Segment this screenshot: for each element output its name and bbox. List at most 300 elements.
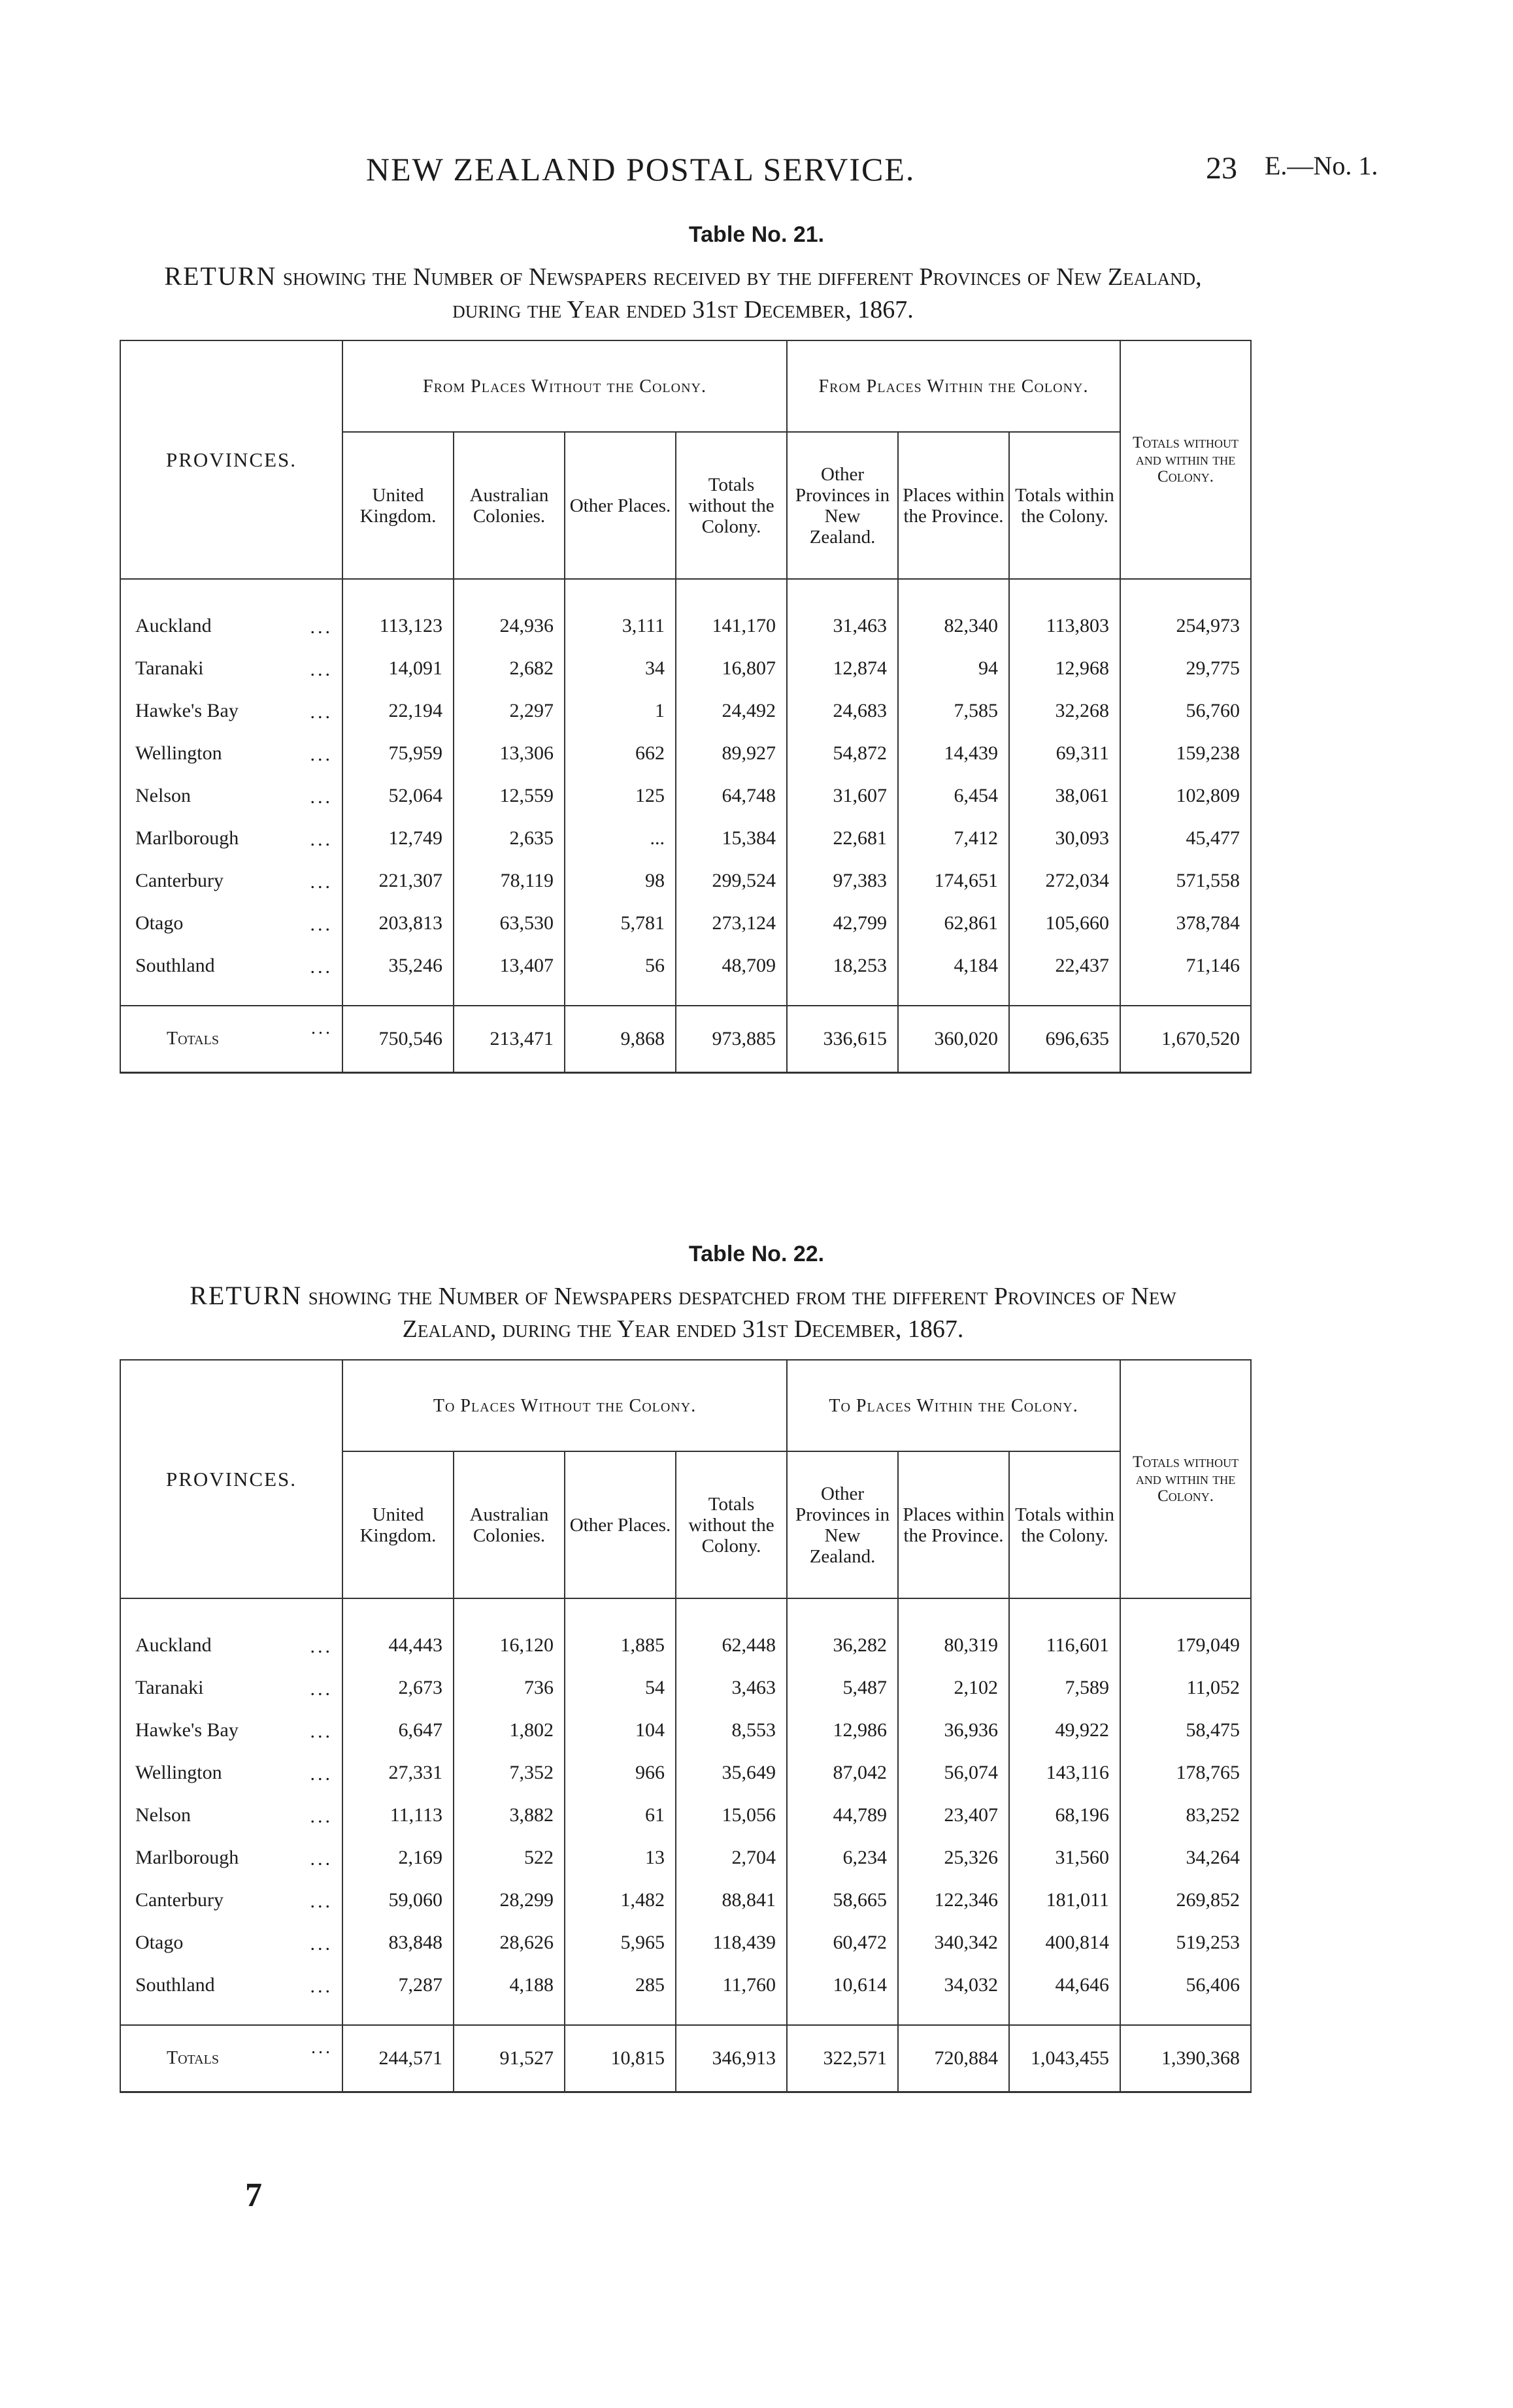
value-cell: 2,673 — [342, 1666, 454, 1709]
table-row — [120, 817, 1251, 859]
total-value-cell: 346,913 — [676, 2025, 787, 2092]
value-cell: 35,246 — [342, 944, 454, 987]
table-row — [120, 1964, 1251, 2006]
province-cell — [120, 774, 342, 817]
value-cell: 42,799 — [787, 902, 898, 944]
value-cell: 299,524 — [676, 859, 787, 902]
value-cell: 13,407 — [454, 944, 565, 987]
value-cell: 56,074 — [898, 1751, 1009, 1794]
province-name: Wellington — [135, 1761, 222, 1783]
value-cell: 8,553 — [676, 1709, 787, 1751]
value-cell: 36,282 — [787, 1624, 898, 1666]
grand-totals-header: Totals without and within the Colony. — [1120, 1360, 1251, 1598]
table-row — [120, 1879, 1251, 1921]
province-cell — [120, 1751, 342, 1794]
folio-mark: 7 — [245, 2177, 262, 2214]
page-header — [0, 150, 1513, 196]
value-cell: 61 — [565, 1794, 676, 1836]
leader-dots: ... — [310, 1933, 333, 1954]
value-cell: 273,124 — [676, 902, 787, 944]
value-cell: 285 — [565, 1964, 676, 2006]
table-row — [120, 689, 1251, 732]
value-cell: 125 — [565, 774, 676, 817]
value-cell: 5,781 — [565, 902, 676, 944]
group-header-without: From Places Without the Colony. — [342, 340, 787, 432]
leader-dots: ... — [310, 829, 333, 850]
table-row — [120, 1709, 1251, 1751]
spacer-cell — [120, 2006, 342, 2025]
column-header: Other Provinces in New Zealand. — [787, 432, 898, 579]
value-cell: 28,299 — [454, 1879, 565, 1921]
group-header-within: From Places Within the Colony. — [787, 340, 1120, 432]
province-cell — [120, 689, 342, 732]
value-cell: 6,234 — [787, 1836, 898, 1879]
value-cell: 7,287 — [342, 1964, 454, 2006]
value-cell: 63,530 — [454, 902, 565, 944]
caption-lead: RETURN — [190, 1281, 303, 1310]
value-cell: 11,113 — [342, 1794, 454, 1836]
value-cell: 59,060 — [342, 1879, 454, 1921]
province-cell — [120, 1624, 342, 1666]
province-cell — [120, 1794, 342, 1836]
value-cell: 34,264 — [1120, 1836, 1251, 1879]
leader-dots: ... — [310, 659, 333, 680]
value-cell: 12,559 — [454, 774, 565, 817]
value-cell: 89,927 — [676, 732, 787, 774]
leader-dots: ... — [310, 1763, 333, 1785]
table-row — [120, 732, 1251, 774]
leader-dots: ... — [310, 616, 333, 638]
province-name: Hawke's Bay — [135, 699, 239, 721]
total-value-cell: 213,471 — [454, 1006, 565, 1073]
value-cell: ... — [565, 817, 676, 859]
table-row — [120, 944, 1251, 987]
total-value-cell: 1,390,368 — [1120, 2025, 1251, 2092]
leader-dots: ... — [310, 1848, 333, 1870]
spacer-cell — [1009, 579, 1120, 604]
spacer-cell — [676, 1598, 787, 1624]
spacer-cell — [120, 579, 342, 604]
spacer-row — [120, 579, 1251, 604]
total-value-cell: 750,546 — [342, 1006, 454, 1073]
value-cell: 522 — [454, 1836, 565, 1879]
value-cell: 49,922 — [1009, 1709, 1120, 1751]
province-name: Nelson — [135, 1804, 191, 1826]
value-cell: 83,252 — [1120, 1794, 1251, 1836]
table-body — [120, 579, 1251, 1073]
column-header: Other Places. — [565, 1451, 676, 1598]
value-cell: 2,635 — [454, 817, 565, 859]
leader-dots: ... — [310, 1636, 333, 1657]
table-row — [120, 647, 1251, 689]
total-value-cell: 1,670,520 — [1120, 1006, 1251, 1073]
value-cell: 82,340 — [898, 604, 1009, 647]
value-cell: 5,487 — [787, 1666, 898, 1709]
value-cell: 5,965 — [565, 1921, 676, 1964]
value-cell: 38,061 — [1009, 774, 1120, 817]
value-cell: 58,665 — [787, 1879, 898, 1921]
value-cell: 105,660 — [1009, 902, 1120, 944]
value-cell: 44,789 — [787, 1794, 898, 1836]
spacer-cell — [676, 2006, 787, 2025]
totals-label: Totals — [167, 2048, 219, 2068]
total-value-cell: 9,868 — [565, 1006, 676, 1073]
value-cell: 23,407 — [898, 1794, 1009, 1836]
spacer-cell — [1120, 579, 1251, 604]
value-cell: 52,064 — [342, 774, 454, 817]
province-cell — [120, 732, 342, 774]
total-value-cell: 696,635 — [1009, 1006, 1120, 1073]
value-cell: 31,560 — [1009, 1836, 1120, 1879]
column-header: Other Provinces in New Zealand. — [787, 1451, 898, 1598]
leader-dots: ... — [310, 744, 333, 765]
value-cell: 98 — [565, 859, 676, 902]
totals-label: Totals — [167, 1029, 219, 1049]
value-cell: 221,307 — [342, 859, 454, 902]
table-row — [120, 1836, 1251, 1879]
value-cell: 3,882 — [454, 1794, 565, 1836]
value-cell: 97,383 — [787, 859, 898, 902]
value-cell: 18,253 — [787, 944, 898, 987]
provinces-header: PROVINCES. — [120, 1360, 342, 1598]
value-cell: 181,011 — [1009, 1879, 1120, 1921]
province-cell — [120, 1836, 342, 1879]
value-cell: 4,188 — [454, 1964, 565, 2006]
spacer-cell — [342, 987, 454, 1006]
spacer-cell — [1120, 2006, 1251, 2025]
value-cell: 25,326 — [898, 1836, 1009, 1879]
value-cell: 24,492 — [676, 689, 787, 732]
table-row — [120, 1624, 1251, 1666]
value-cell: 31,463 — [787, 604, 898, 647]
spacer-cell — [898, 2006, 1009, 2025]
province-name: Canterbury — [135, 869, 224, 891]
province-cell — [120, 859, 342, 902]
value-cell: 45,477 — [1120, 817, 1251, 859]
value-cell: 7,412 — [898, 817, 1009, 859]
totals-label-cell — [120, 2025, 342, 2092]
value-cell: 10,614 — [787, 1964, 898, 2006]
value-cell: 966 — [565, 1751, 676, 1794]
value-cell: 80,319 — [898, 1624, 1009, 1666]
value-cell: 48,709 — [676, 944, 787, 987]
group-header-without: To Places Without the Colony. — [342, 1360, 787, 1451]
value-cell: 11,052 — [1120, 1666, 1251, 1709]
value-cell: 104 — [565, 1709, 676, 1751]
running-title: NEW ZEALAND POSTAL SERVICE. — [366, 151, 916, 188]
value-cell: 44,443 — [342, 1624, 454, 1666]
totals-row — [120, 2025, 1251, 2092]
value-cell: 64,748 — [676, 774, 787, 817]
grand-totals-header: Totals without and within the Colony. — [1120, 340, 1251, 579]
value-cell: 35,649 — [676, 1751, 787, 1794]
value-cell: 113,803 — [1009, 604, 1120, 647]
value-cell: 1,885 — [565, 1624, 676, 1666]
value-cell: 27,331 — [342, 1751, 454, 1794]
value-cell: 36,936 — [898, 1709, 1009, 1751]
value-cell: 28,626 — [454, 1921, 565, 1964]
column-header: Australian Colonies. — [454, 1451, 565, 1598]
table-row — [120, 1751, 1251, 1794]
table-body — [120, 1598, 1251, 2092]
group-header-within: To Places Within the Colony. — [787, 1360, 1120, 1451]
spacer-cell — [342, 1598, 454, 1624]
spacer-row — [120, 2006, 1251, 2025]
total-value-cell: 244,571 — [342, 2025, 454, 2092]
value-cell: 2,297 — [454, 689, 565, 732]
value-cell: 118,439 — [676, 1921, 787, 1964]
spacer-cell — [565, 579, 676, 604]
value-cell: 1 — [565, 689, 676, 732]
spacer-cell — [1009, 2006, 1120, 2025]
leader-dots: ... — [310, 956, 333, 978]
value-cell: 54,872 — [787, 732, 898, 774]
spacer-cell — [787, 1598, 898, 1624]
spacer-cell — [1120, 987, 1251, 1006]
leader-dots: ... — [310, 1678, 333, 1700]
value-cell: 22,681 — [787, 817, 898, 859]
province-cell — [120, 1709, 342, 1751]
total-value-cell: 1,043,455 — [1009, 2025, 1120, 2092]
province-cell — [120, 647, 342, 689]
value-cell: 87,042 — [787, 1751, 898, 1794]
total-value-cell: 322,571 — [787, 2025, 898, 2092]
spacer-cell — [565, 1598, 676, 1624]
province-cell — [120, 1964, 342, 2006]
leader-dots: ... — [310, 1806, 333, 1827]
total-value-cell: 336,615 — [787, 1006, 898, 1073]
total-value-cell: 720,884 — [898, 2025, 1009, 2092]
province-name: Marlborough — [135, 1846, 239, 1868]
table-row — [120, 902, 1251, 944]
value-cell: 116,601 — [1009, 1624, 1120, 1666]
province-name: Otago — [135, 912, 184, 934]
province-name: Southland — [135, 1973, 215, 1996]
leader-dots: ... — [310, 1721, 333, 1742]
column-header: United Kingdom. — [342, 1451, 454, 1598]
spacer-cell — [787, 987, 898, 1006]
spacer-cell — [342, 579, 454, 604]
value-cell: 122,346 — [898, 1879, 1009, 1921]
spacer-cell — [1009, 1598, 1120, 1624]
spacer-cell — [565, 987, 676, 1006]
table-row — [120, 1794, 1251, 1836]
table-row — [120, 1666, 1251, 1709]
spacer-cell — [120, 1598, 342, 1624]
province-name: Auckland — [135, 614, 212, 636]
value-cell: 13 — [565, 1836, 676, 1879]
table-row — [120, 1921, 1251, 1964]
value-cell: 62,861 — [898, 902, 1009, 944]
leader-dots: ... — [310, 701, 333, 723]
value-cell: 31,607 — [787, 774, 898, 817]
province-name: Hawke's Bay — [135, 1719, 239, 1741]
leader-dots: ... — [311, 2037, 333, 2058]
value-cell: 83,848 — [342, 1921, 454, 1964]
value-cell: 94 — [898, 647, 1009, 689]
value-cell: 102,809 — [1120, 774, 1251, 817]
value-cell: 6,647 — [342, 1709, 454, 1751]
value-cell: 22,194 — [342, 689, 454, 732]
total-value-cell: 973,885 — [676, 1006, 787, 1073]
value-cell: 143,116 — [1009, 1751, 1120, 1794]
value-cell: 378,784 — [1120, 902, 1251, 944]
spacer-cell — [676, 987, 787, 1006]
value-cell: 58,475 — [1120, 1709, 1251, 1751]
value-cell: 12,986 — [787, 1709, 898, 1751]
spacer-cell — [565, 2006, 676, 2025]
value-cell: 60,472 — [787, 1921, 898, 1964]
column-header: United Kingdom. — [342, 432, 454, 579]
province-cell — [120, 902, 342, 944]
province-cell — [120, 817, 342, 859]
leader-dots: ... — [310, 1890, 333, 1912]
province-name: Nelson — [135, 784, 191, 806]
value-cell: 15,056 — [676, 1794, 787, 1836]
value-cell: 34,032 — [898, 1964, 1009, 2006]
value-cell: 15,384 — [676, 817, 787, 859]
value-cell: 519,253 — [1120, 1921, 1251, 1964]
value-cell: 62,448 — [676, 1624, 787, 1666]
value-cell: 178,765 — [1120, 1751, 1251, 1794]
value-cell: 88,841 — [676, 1879, 787, 1921]
value-cell: 71,146 — [1120, 944, 1251, 987]
value-cell: 2,682 — [454, 647, 565, 689]
province-cell — [120, 1921, 342, 1964]
caption-text: showing the Number of Newspapers received by the different Provinces of New Zealand, during the Year ended 31st December, 1867. — [282, 263, 1202, 323]
spacer-cell — [454, 1598, 565, 1624]
value-cell: 75,959 — [342, 732, 454, 774]
total-value-cell: 360,020 — [898, 1006, 1009, 1073]
column-header: Totals without the Colony. — [676, 1451, 787, 1598]
value-cell: 7,585 — [898, 689, 1009, 732]
value-cell: 2,102 — [898, 1666, 1009, 1709]
value-cell: 29,775 — [1120, 647, 1251, 689]
value-cell: 34 — [565, 647, 676, 689]
value-cell: 32,268 — [1009, 689, 1120, 732]
spacer-cell — [898, 579, 1009, 604]
provinces-header: PROVINCES. — [120, 340, 342, 579]
province-cell — [120, 1666, 342, 1709]
value-cell: 44,646 — [1009, 1964, 1120, 2006]
value-cell: 24,683 — [787, 689, 898, 732]
province-cell — [120, 944, 342, 987]
leader-dots: ... — [310, 914, 333, 935]
value-cell: 4,184 — [898, 944, 1009, 987]
value-cell: 203,813 — [342, 902, 454, 944]
value-cell: 12,749 — [342, 817, 454, 859]
total-value-cell: 10,815 — [565, 2025, 676, 2092]
value-cell: 113,123 — [342, 604, 454, 647]
value-cell: 1,482 — [565, 1879, 676, 1921]
value-cell: 3,463 — [676, 1666, 787, 1709]
value-cell: 16,120 — [454, 1624, 565, 1666]
spacer-cell — [787, 579, 898, 604]
caption-text: showing the Number of Newspapers despatched from the different Provinces of New Zealand, during the Year ended 31st December, 1867. — [308, 1283, 1176, 1343]
value-cell: 269,852 — [1120, 1879, 1251, 1921]
page-number: 23 — [1206, 151, 1237, 186]
value-cell: 56 — [565, 944, 676, 987]
leader-dots: ... — [310, 871, 333, 893]
value-cell: 1,802 — [454, 1709, 565, 1751]
value-cell: 14,091 — [342, 647, 454, 689]
province-name: Taranaki — [135, 1676, 204, 1698]
spacer-cell — [1009, 987, 1120, 1006]
leader-dots: ... — [310, 1975, 333, 1997]
leader-dots: ... — [310, 786, 333, 808]
value-cell: 6,454 — [898, 774, 1009, 817]
column-header: Australian Colonies. — [454, 432, 565, 579]
province-name: Otago — [135, 1931, 184, 1953]
newspapers-despatched-table — [120, 1359, 1252, 2093]
value-cell: 68,196 — [1009, 1794, 1120, 1836]
value-cell: 7,352 — [454, 1751, 565, 1794]
value-cell: 30,093 — [1009, 817, 1120, 859]
province-cell — [120, 604, 342, 647]
province-name: Auckland — [135, 1634, 212, 1656]
value-cell: 400,814 — [1009, 1921, 1120, 1964]
spacer-cell — [342, 2006, 454, 2025]
column-header: Other Places. — [565, 432, 676, 579]
value-cell: 141,170 — [676, 604, 787, 647]
value-cell: 24,936 — [454, 604, 565, 647]
province-name: Canterbury — [135, 1888, 224, 1911]
spacer-cell — [454, 987, 565, 1006]
value-cell: 22,437 — [1009, 944, 1120, 987]
table-caption — [150, 1279, 1216, 1345]
value-cell: 254,973 — [1120, 604, 1251, 647]
table-row — [120, 774, 1251, 817]
value-cell: 2,169 — [342, 1836, 454, 1879]
value-cell: 179,049 — [1120, 1624, 1251, 1666]
spacer-cell — [898, 1598, 1009, 1624]
value-cell: 736 — [454, 1666, 565, 1709]
value-cell: 12,874 — [787, 647, 898, 689]
column-header: Totals without the Colony. — [676, 432, 787, 579]
column-header: Totals within the Colony. — [1009, 432, 1120, 579]
value-cell: 56,760 — [1120, 689, 1251, 732]
value-cell: 78,119 — [454, 859, 565, 902]
value-cell: 272,034 — [1009, 859, 1120, 902]
value-cell: 7,589 — [1009, 1666, 1120, 1709]
table-label: Table No. 21. — [688, 222, 825, 247]
spacer-cell — [676, 579, 787, 604]
column-header: Totals within the Colony. — [1009, 1451, 1120, 1598]
table-label: Table No. 22. — [688, 1242, 825, 1266]
value-cell: 662 — [565, 732, 676, 774]
province-name: Marlborough — [135, 827, 239, 849]
column-header: Places within the Province. — [898, 1451, 1009, 1598]
value-cell: 54 — [565, 1666, 676, 1709]
value-cell: 571,558 — [1120, 859, 1251, 902]
value-cell: 14,439 — [898, 732, 1009, 774]
value-cell: 340,342 — [898, 1921, 1009, 1964]
province-name: Southland — [135, 954, 215, 976]
value-cell: 13,306 — [454, 732, 565, 774]
value-cell: 16,807 — [676, 647, 787, 689]
value-cell: 56,406 — [1120, 1964, 1251, 2006]
table-row — [120, 859, 1251, 902]
spacer-cell — [898, 987, 1009, 1006]
spacer-row — [120, 1598, 1251, 1624]
totals-row — [120, 1006, 1251, 1073]
value-cell: 12,968 — [1009, 647, 1120, 689]
spacer-row — [120, 987, 1251, 1006]
newspapers-received-table — [120, 340, 1252, 1074]
leader-dots: ... — [311, 1018, 333, 1038]
totals-label-cell — [120, 1006, 342, 1073]
spacer-cell — [454, 2006, 565, 2025]
